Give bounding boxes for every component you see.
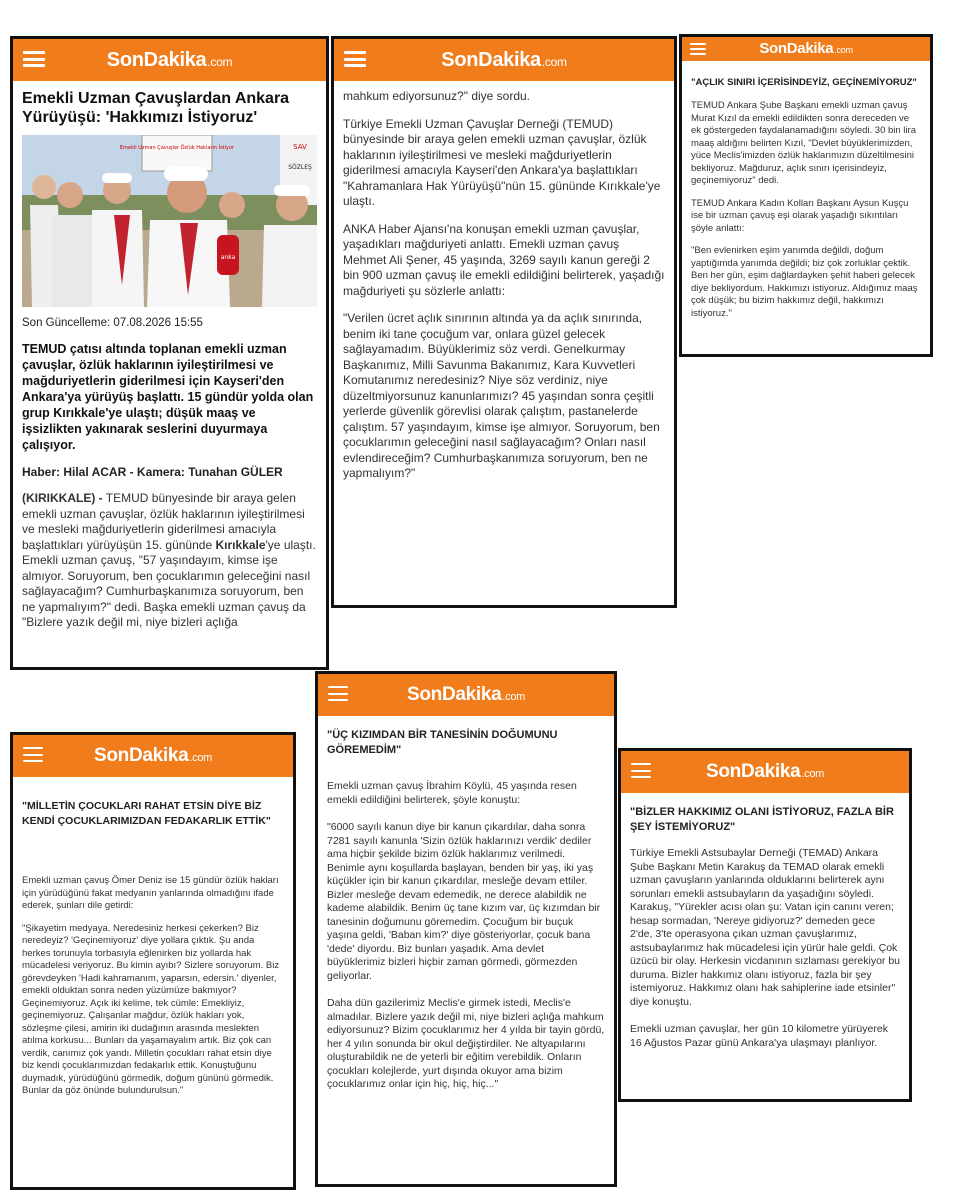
- paragraph: Emekli uzman çavuş İbrahim Köylü, 45 yaşında resen emekli edildiğini belirterek, şöyle konuştu:: [327, 780, 577, 806]
- article-panel-6: [618, 748, 912, 1102]
- article-byline: Haber: Hilal ACAR - Kamera: Tunahan GÜLER: [22, 465, 283, 479]
- site-logo[interactable]: SonDakika.com: [705, 761, 825, 782]
- site-logo[interactable]: SonDakika.com: [406, 684, 526, 705]
- site-header: [13, 39, 326, 81]
- section-heading: "MİLLETİN ÇOCUKLARI RAHAT ETSİN DİYE BİZ KENDİ ÇOCUKLARIMIZDAN FEDAKARLIK ETTİK": [22, 800, 271, 827]
- paragraph: Türkiye Emekli Astsubaylar Derneği (TEMAD) Ankara Şube Başkanı Metin Karakuş da TEMAD olarak emekli uzman çavuşların yanlarında olduklarını belirterek aynı sorunları emekli astsubayların da yaşadığını söyledi. Karakuş, "Yürekler acısı olan şu: Vatan için canını veren; hesap sormadan, 'Nereye gidiyoruz?' demeden gece 2'de, 3'te operasyona çıkan uzman çavuşlarımız, astsubaylarımız hak mücadelesi için yürür hale geldi. Çok üzücü bir olay. Herkesin vicdanının sızlaması gerekiyor bu duruma. Bizler hakkımız olanı istiyoruz, fazla bir şey istemiyoruz. Hakkımız olanı hak sahiplerine iade etsinler" diye konuştu.: [630, 847, 901, 1008]
- sign3-text: SÖZLEŞ: [288, 164, 312, 171]
- site-header: [682, 37, 930, 61]
- updated-value: 07.08.2026 15:55: [113, 317, 203, 329]
- paragraph: Emekli uzman çavuş Ömer Deniz ise 15 gündür özlük hakları için yürüdüğünü fakat medyanın yanlarında olmadığını ifade ederek, şunları dile getirdi:: [22, 875, 279, 911]
- section-heading: "BİZLER HAKKIMIZ OLANI İSTİYORUZ, FAZLA BİR ŞEY İSTEMİYORUZ": [630, 806, 894, 833]
- paragraph: Türkiye Emekli Uzman Çavuşlar Derneği (TEMUD) bünyesinde bir araya gelen emekli uzman çavuşlar, özlük haklarının iyileştirilmesi ve mesleki mağduriyetlerin giderilmesi amacıyla Kayseri'den Ankara'ya başlattıkları "Kahramanlara Hak Yürüyüşü"nün 15. gününde Kırıkkale'ye ulaştı.: [343, 116, 661, 208]
- protest-photo-image: [22, 135, 317, 307]
- article-title: Emekli Uzman Çavuşlardan Ankara Yürüyüşü: 'Hakkımızı İstiyoruz': [22, 90, 290, 126]
- updated-line: Son Güncelleme: 07.08.2026 15:55: [22, 317, 203, 329]
- paragraph: mahkum ediyorsunuz?" diye sordu.: [343, 89, 531, 103]
- article-panel-3: [679, 34, 933, 357]
- site-logo[interactable]: SonDakika.com: [93, 745, 213, 766]
- site-header: [621, 751, 909, 793]
- site-logo[interactable]: SonDakika.com: [759, 40, 853, 57]
- site-logo[interactable]: SonDakika.com: [441, 49, 567, 71]
- site-header: [334, 39, 674, 81]
- paragraph: ANKA Haber Ajansı'na konuşan emekli uzman çavuşlar, yaşadıkları mağduriyeti anlattı. Emekli uzman çavuş Mehmet Ali Şener, 45 yaşında, 3269 sayılı kanun gereği 2 bin 900 uzman çavuş ile emekli edildiğini belirterek, yaşadığı mağduriyeti şu sözlerle anlattı:: [343, 221, 665, 298]
- article-body: (KIRIKKALE) - TEMUD bünyesinde bir araya gelen emekli uzman çavuşlar, özlük haklarının iyileştirilmesi ve mesleki mağduriyetlerin giderilmesi amacıyla başlattıkları yürüyüşün 15. gününde Kırıkkale'ye ulaştı. Emekli uzman çavuş, "57 yaşındayım, kimse işe almıyor. Soruyorum, ben çocuklarımın geleceğini nasıl sağlayacağım? Cumhurbaşkanımıza soruyorum, ben ne yapmalıyım?" dedi. Başka emekli uzman çavuş da "Bizlere yazık değil mi, niye bizleri açlığa: [22, 491, 316, 629]
- quote-paragraph: "6000 sayılı kanun diye bir kanun çıkardılar, daha sonra 7281 sayılı kanunla 'Sizin özlük haklarınızı verdik' dediler ama hiçbir şekilde bizim özlük haklarımız verilmedi. Benimle aynı koşullarda başlayan, benden bir yaş, iki yaş küçükler için bir kanun çıkardılar, mesleğe devam ettiler. Bizler mesleğe devam edemedik, ne derece alabildik ne kademe alabildik. Benim üç tane kızım var, üç kızımdan bir tanesinin doğumunu göremedim. Çocuğum bir buçuk yaşına geldi, 'Baban kim?' diye gösteriyorlar, çocuk bana 'dede' diyordu. Biz bunları yaşadık. Ama devlet büyüklerimiz bizleri hiçbir zaman görmedi, görmezden geliyorlar.: [327, 821, 601, 982]
- article-panel-5: [315, 671, 617, 1187]
- article-panel-4: [10, 732, 296, 1190]
- sign2-text: SAV: [293, 143, 307, 151]
- sign-text: Emekli Uzman Çavuşlar Özlük Hakların İstiyor: [119, 145, 235, 151]
- city-link[interactable]: Kırıkkale: [215, 537, 266, 552]
- quote-paragraph: Daha dün gazilerimiz Meclis'e girmek istedi, Meclis'e almadılar. Bizlere yazık değil mi, niye bizleri açlığa mahkum ediyorsunuz? Bizim çocuklarımız her 4 yılda bir tayin gördü, her 4 yılın sonunda bir okul değiştirdiler. Ne altyapılarını oluşturabildik ne de yeterli bir eğitim verebildik. Onların çocukları kolejlerde, yurt dışında okuyor ama bizim çocuklarımız onlar için hiç, hiç, hiç...": [327, 997, 605, 1090]
- article-panel-2: [331, 36, 677, 608]
- site-header: [13, 735, 293, 777]
- section-heading: "AÇLIK SINIRI İÇERİSİNDEYİZ, GEÇİNEMİYORUZ": [691, 77, 917, 88]
- quote-paragraph: "Verilen ücret açlık sınırının altında ya da açlık sınırında, benim iki tane çocuğum var, onlara güzel gelecek sağlayamadım. Büyüklerimiz söz verdi. Genelkurmay Başkanımız, Milli Savunma Bakanımız, Kara Kuvvetleri Komutanımız neredesiniz? Niye söz verdiniz, niye düzeltmiyorsunuz kanunlarımızı? 45 yaşından sonra çeşitli yerlerde güvenlik görevlisi olarak çalıştım, pastanelerde çalıştım. 57 yaşındayım, kimse işe almıyor. Soruyorum, ben çocuklarımın geleceğini nasıl sağlayacağım? Onları nasıl evlendireceğim? Cumhurbaşkanımıza soruyorum, ben ne yapmalıyım?": [343, 311, 660, 480]
- article-photo[interactable]: [22, 135, 317, 307]
- quote-paragraph: "Ben evlenirken eşim yanımda değildi, doğum yaptığımda yanımda değildi; biz çok zorluklar çektik. Ben her gün, eşim dağlardayken şehit haberi gelecek diye bekliyordum. Hakkımızı istiyoruz. Aldığımız maaş çok düşük; bu bizim hakkımız değil, hakkımızı istiyoruz.": [691, 245, 918, 319]
- site-logo[interactable]: SonDakika.com: [106, 49, 233, 71]
- paragraph: TEMUD Ankara Kadın Kolları Başkanı Aysun Kuşçu ise bir uzman çavuş eşi olarak yaşadığı sıkıntıları şöyle anlattı:: [691, 197, 909, 234]
- quote-paragraph: "Şikayetim medyaya. Neredesiniz herkesi çekerken? Biz neredeyiz? 'Geçinemiyoruz' diye yollara çıktık. Şu anda herkes torunuyla torbasıyla eğlenirken biz yollarda hak mücadelesi veriyoruz. Bu kimin ayıbı? Sizlere soruyorum. Biz görevdeyken 'Hadi kahramanım, yaparsın, edersin.' diyenler, emekli olduktan sonra neden yüzümüze bakmıyor? Geçinemiyoruz. Açık iki kelime, tek cümle: Emekliyiz, geçinemiyoruz. Çalışanlar mağdur, özlük hakları yok, sözleşme çilesi, amirin iki dudağının arasında meslekten atılma korkusu... Bunları da yaşamayalım artık. Biz çok can verdik, canımız çok yandı. Milletin çocukları rahat etsin diye biz kendi çocuklarımızdan fedakarlık ettik. Konuştuğunu duymadık, yürüdüğünü görmedik, doğum gününü görmedik. Bunlar da göz önünde bulundurulsun.": [22, 922, 280, 1096]
- site-header: [318, 674, 614, 716]
- paragraph: Emekli uzman çavuşlar, her gün 10 kilometre yürüyerek 16 Ağustos Pazar günü Ankara'ya ulaşmayı planlıyor.: [630, 1023, 888, 1049]
- mic-label: anka: [220, 254, 236, 261]
- section-heading: "ÜÇ KIZIMDAN BİR TANESİNİN DOĞUMUNU GÖREMEDİM": [327, 729, 558, 756]
- article-panel-1: [10, 36, 329, 670]
- paragraph: TEMUD Ankara Şube Başkanı emekli uzman çavuş Murat Kızıl da emekli edildikten sonra dereceden ve ek göstergeden faydalanamadığını söyledi. 30 bin lira maaş aldığını belirten Kızıl, "Devlet büyüklerimizden, yüce Meclis'imizden özlük haklarımızın düzeltilmesini bekliyoruz. Mağduruz, açlık sınırı içerisindeyiz, geçinemiyoruz" dedi.: [691, 100, 916, 186]
- article-lead: TEMUD çatısı altında toplanan emekli uzman çavuşlar, özlük haklarının iyileştirilmesi ve mağduriyetlerin giderilmesi için Kayseri'den Ankara'ya yürüyüş başlattı. 15 gündür yolda olan grup Kırıkkale'ye ulaştı; düşük maaş ve işsizlikten yakınarak seslerini duyurmaya çalışıyor.: [22, 342, 314, 452]
